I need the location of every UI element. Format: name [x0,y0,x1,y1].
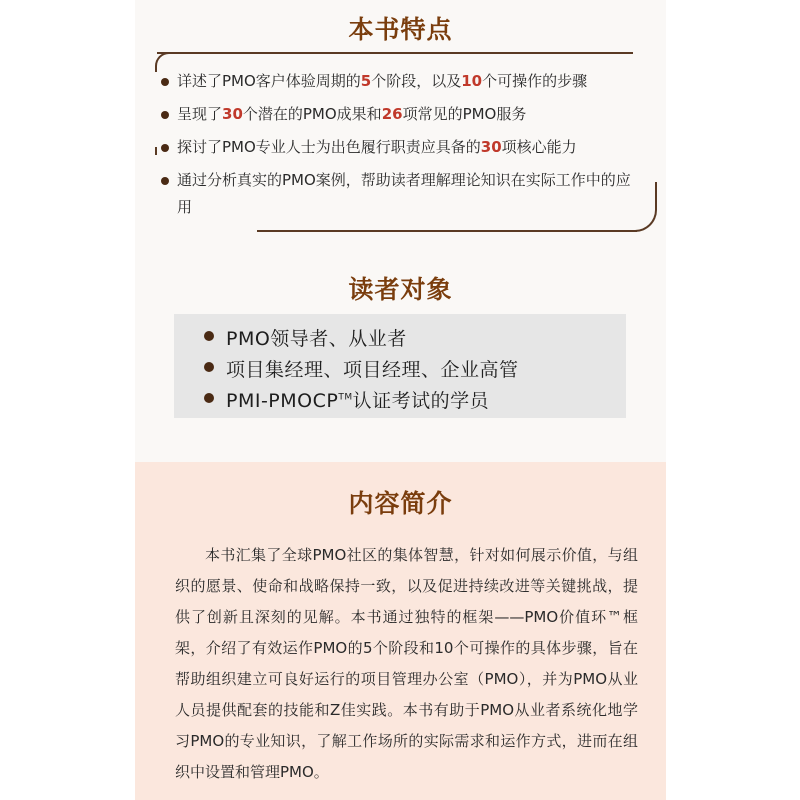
highlight-number: 30 [222,105,243,123]
bullet-icon [204,362,214,372]
frame-bottom-line [257,230,637,232]
frame-left-stub [155,147,157,155]
readers-title: 读者对象 [348,275,453,304]
feature-item: 详述了PMO客户体验周期的5个阶段，以及10个可操作的步骤 [161,68,631,95]
highlight-number: 10 [461,72,483,90]
readers-box [174,314,626,418]
highlight-number: 30 [480,138,502,156]
trademark-mark: TM [338,392,353,403]
bullet-icon [204,393,214,403]
reader-item: 项目集经理、项目经理、企业高管 [226,355,519,382]
reader-item: PMO领导者、从业者 [226,324,407,351]
feature-list [161,68,631,227]
frame-top-line [157,52,633,54]
bullet-icon [161,144,169,152]
feature-item: 探讨了PMO专业人士为出色履行职责应具备的30项核心能力 [161,134,631,161]
bullet-icon [161,78,169,86]
intro-paragraph: 本书汇集了全球PMO社区的集体智慧，针对如何展示价值，与组织的愿景、使命和战略保持一致，以及促进持续改进等关键挑战，提供了创新且深刻的见解。本书通过独特的框架——PMO价值环™框架，介绍了有效运作PMO的5个阶段和10个可操作的具体步骤，旨在帮助组织建立可良好运行的项目管理办公室（PMO），并为PMO从业人员提供配套的技能和Z佳实践。本书有助于PMO从业者系统化地学习PMO的专业知识，了解工作场所的实际需求和运作方式，进而在组织中设置和管理PMO。 [175,546,638,781]
bullet-icon [204,331,214,341]
intro-title: 内容简介 [348,489,453,518]
highlight-number: 26 [381,105,403,123]
bullet-icon [161,177,169,185]
reader-item: PMI-PMOCP™认证考试的学员 [226,386,489,413]
bullet-icon [161,111,169,119]
feature-item: 呈现了30个潜在的PMO成果和26项常见的PMO服务 [161,101,631,128]
highlight-number: 5 [360,72,372,90]
frame-right-curve [633,182,657,232]
features-title: 本书特点 [348,15,453,44]
book-page [135,0,666,800]
feature-item: 通过分析真实的PMO案例，帮助读者理解理论知识在实际工作中的应用 [161,167,631,221]
